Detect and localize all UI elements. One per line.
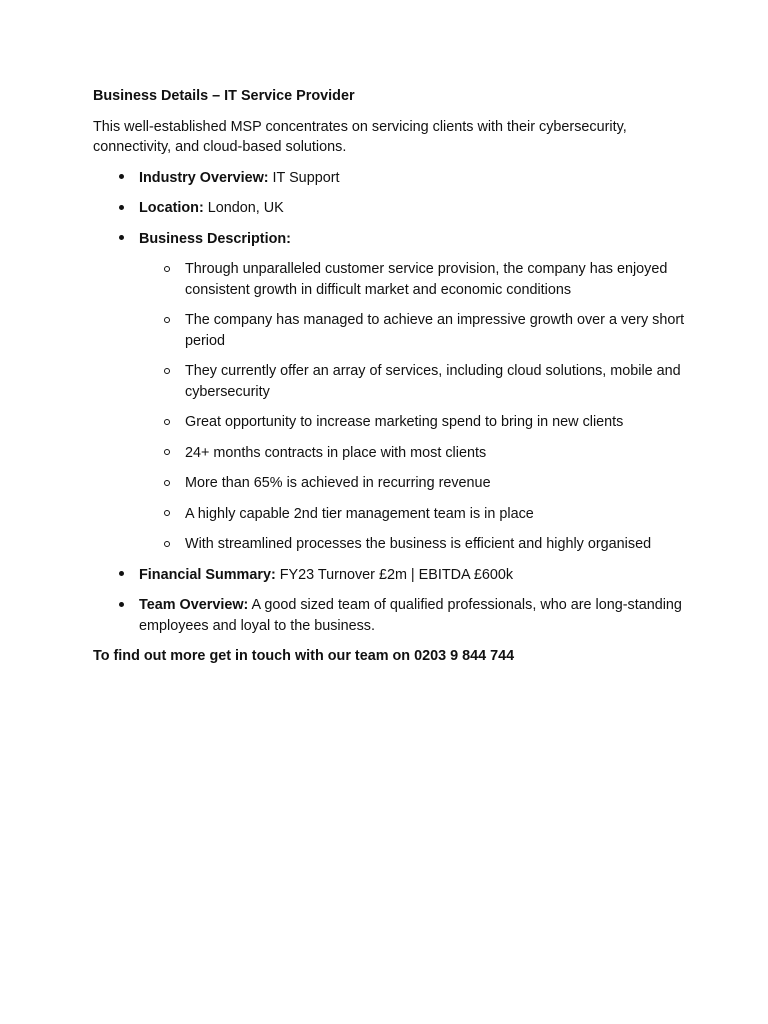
sub-item-text: The company has managed to achieve an impressive growth over a very short period bbox=[185, 312, 685, 349]
sub-item-text: Through unparalleled customer service provision, the company has enjoyed consistent growth in difficult market and economic conditions bbox=[185, 261, 668, 298]
bullet-circle-icon bbox=[162, 412, 172, 433]
bullet-dot-icon bbox=[116, 168, 126, 189]
bullet-dot-icon bbox=[116, 565, 126, 586]
list-item-team bbox=[93, 595, 693, 636]
sub-item-text: With streamlined processes the business is efficient and highly organised bbox=[185, 536, 652, 552]
bullet-circle-icon bbox=[162, 534, 172, 555]
document-title: Business Details – IT Service Provider bbox=[93, 88, 355, 104]
list-item-industry bbox=[93, 168, 693, 189]
sub-item-text: Great opportunity to increase marketing spend to bring in new clients bbox=[185, 414, 624, 430]
team-label: Team Overview: bbox=[139, 597, 249, 613]
financial-label: Financial Summary: bbox=[139, 566, 276, 583]
bullet-dot-icon bbox=[116, 595, 126, 616]
intro-paragraph: This well-established MSP concentrates on servicing clients with their cybersecurity, connectivity, and cloud-based solutions. bbox=[93, 118, 627, 155]
bullet-circle-icon bbox=[162, 361, 172, 382]
financial-value: FY23 Turnover £2m | EBITDA £600k bbox=[275, 566, 514, 583]
sub-list-item bbox=[139, 443, 693, 464]
list-item-location bbox=[93, 198, 693, 219]
description-label: Business Description: bbox=[139, 230, 291, 247]
industry-label: Industry Overview: bbox=[139, 169, 269, 186]
sub-list-item bbox=[139, 504, 693, 525]
sub-item-text: 24+ months contracts in place with most clients bbox=[185, 444, 487, 461]
industry-value: IT Support bbox=[268, 169, 340, 186]
bullet-circle-icon bbox=[162, 473, 172, 494]
bullet-circle-icon bbox=[162, 443, 172, 464]
sub-list-item bbox=[139, 534, 693, 555]
bullet-circle-icon bbox=[162, 310, 172, 331]
sub-list-item bbox=[139, 412, 693, 433]
sub-item-text: A highly capable 2nd tier management team is in place bbox=[185, 505, 534, 522]
sub-list-item bbox=[139, 310, 693, 351]
sub-list-item bbox=[139, 473, 693, 494]
document-page bbox=[93, 86, 693, 667]
sub-item-text: They currently offer an array of services, including cloud solutions, mobile and cybersecurity bbox=[185, 363, 681, 400]
bullet-dot-icon bbox=[116, 229, 126, 250]
team-value: A good sized team of qualified professionals, who are long-standing employees and loyal to the business. bbox=[139, 597, 682, 634]
bullet-dot-icon bbox=[116, 198, 126, 219]
location-value: London, UK bbox=[203, 200, 284, 216]
location-label: Location: bbox=[139, 200, 204, 216]
list-item-financial bbox=[93, 565, 693, 586]
description-sublist bbox=[139, 259, 693, 555]
bullet-circle-icon bbox=[162, 259, 172, 280]
details-list bbox=[93, 168, 693, 637]
sub-item-text: More than 65% is achieved in recurring revenue bbox=[185, 475, 491, 491]
sub-list-item bbox=[139, 259, 693, 300]
contact-cta: To find out more get in touch with our team on 0203 9 844 744 bbox=[93, 648, 515, 664]
bullet-circle-icon bbox=[162, 504, 172, 525]
sub-list-item bbox=[139, 361, 693, 402]
list-item-description bbox=[93, 229, 693, 555]
